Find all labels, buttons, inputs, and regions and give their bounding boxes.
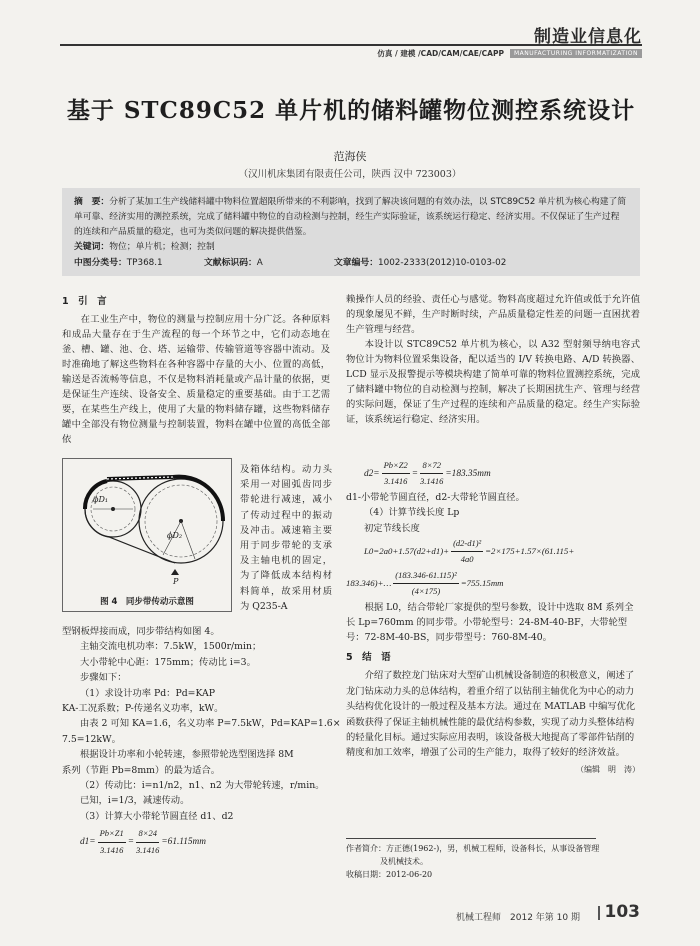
doc-value: A (256, 258, 263, 268)
left-line-8: 7.5=12kW。 (62, 733, 121, 745)
abstract-text: 分析了某加工生产线储料罐中物料位置超限所带来的不利影响，找到了解决该问题的有效办法，以 STC89C52 单片机为核心构建了简单可靠、经济实用的测控系统，完成了储料罐中物位的自动检测与控制，经生产实际验证，该系统运行稳定、经济实用。不仅保证了生产过程的连续和产品质量的稳定，也可为类似问题的解决提供借鉴。 (74, 197, 627, 237)
section-5-title: 5 结 语 (346, 651, 391, 663)
formula-d1-result: =61.115mm (161, 837, 206, 848)
frac-l0-den: 4a0 (460, 554, 474, 565)
left-line-12: 已知，i=1/3，减速传动。 (80, 795, 190, 807)
left-line-5: （1）求设计功率 Pd：Pd=KAP (80, 687, 215, 699)
abstract-box (62, 188, 640, 276)
left-line-13: （3）计算大小带轮节圆直径 d1、d2 (80, 810, 234, 822)
page-number: 103 (604, 902, 640, 922)
belt-drive-diagram (63, 459, 231, 594)
article-title: 基于 STC89C52 单片机的储料罐物位测控系统设计 (66, 97, 636, 124)
journal-name: 机械工程师 2012 年第 10 期 (456, 913, 580, 923)
article-affiliation: （汉川机床集团有限责任公司，陕西 汉中 723003） (238, 169, 462, 180)
formula-d1-eq: = (127, 837, 135, 848)
abstract (74, 195, 628, 240)
frac-d2-2 (420, 458, 443, 490)
frac-d1-1-den: 3.1416 (99, 844, 124, 855)
left-line-9: 根据设计功率和小轮转速，参照带轮选型图选择 8M (80, 749, 294, 761)
formula-l0-cont-b: =755.15mm (460, 577, 504, 588)
right-line-1: d1-小带轮节圆直径，d2-大带轮节圆直径。 (346, 491, 525, 503)
section-intro (62, 292, 330, 447)
frac-d1-2-den: 3.1416 (136, 844, 160, 855)
label-d2: ϕD₂ (167, 531, 183, 540)
formula-l0 (346, 536, 640, 568)
right-line-2: （4）计算节线长度 Lp (364, 507, 460, 519)
right-line-6: 根据 L0，结合带轮厂家提供的型号参数，设计中选取 8M 系列全长 Lp=760mm 的同步带。小带轮型号：24-8M-40-BF，大带轮型号：72-8M-40-BS，同步带型号：760-8M-40。 (346, 601, 634, 644)
formula-l0-b: =2×175+1.57×(61.115+ (485, 545, 575, 556)
frac-l0-num: (d2-d1)² (451, 536, 483, 552)
label-p: P (173, 577, 179, 586)
label-d1: ϕD₁ (93, 495, 109, 504)
formula-d2-eq: = (411, 469, 419, 480)
left-line-6: KA-工况系数；P-传递名义功率，kW。 (62, 703, 224, 715)
left-line-10: 系列（节距 Pb=8mm）的最为适合。 (62, 764, 221, 776)
right-lower-text (346, 458, 640, 777)
frac-d2-1-num: Pb×Z2 (382, 458, 410, 474)
frac-d2-1-den: 3.1416 (383, 476, 408, 487)
right-intro-p2: 本设计以 STC89C52 单片机为核心，以 A32 型射频导纳电容式物位计为物料位置采集设备，配以适当的 I/V 转换电路、A/D 转换器、LCD 显示及报警提示等模块构建了简单可靠的物料位置测控系统，完成了储料罐中物位的自动检测与控制，解决了长期困扰生产、管理与经营的实际问题，保证了生产过程的连续和产品质量的稳定。经生产实际验证，该系统运行稳定、经济实用。 (346, 339, 640, 425)
footer-separator (598, 906, 600, 920)
right-line-3: 初定节线长度 (364, 522, 420, 534)
section-1-paragraph: 在工业生产中，物位的测量与控制应用十分广泛。各种原料和成品大量存在于生产流程的每一个环节之中，它们动态地在釜、槽、罐、池、仓、塔、运输带、传输管道等容器中流动。及时准确地了解这些物料在各种容器中存量的大小、位置的高低，输送是否流畅等信息，不仅是物料消耗量或产品计量的依据，更是保证生产连续、设备安全、质量稳定的重要基础。由于工艺需要，在某些生产线上，使用了大量的物料储存罐，这些物料储存罐中全部没有物位测量与控制装置，物料在罐中位置的高低全部依 (62, 314, 330, 445)
article-no-value: 1002-2333(2012)10-0103-02 (378, 258, 507, 268)
section-5-paragraph: 介绍了数控龙门钻床对大型矿山机械设备制造的积极意义，阐述了龙门钻床动力头的总体结构，着重介绍了以钻削主轴优化为中心的动力头结构优化设计的一般过程及基本方法。通过在 MATLAB 中编写优化函数获得了保证主轴机械性能的最优结构参数，实现了动力头整体结构的轻量化目标。通过实际应用表明，该设备极大地提高了零部件钻削的精度和加工效率，增强了公司的生产能力，取得了较好的经济效益。 (346, 670, 636, 759)
keywords-label: 关键词： (74, 242, 110, 252)
section-1-title: 1 引 言 (62, 296, 107, 307)
left-line-7: 由表 2 可知 KA=1.6，名义功率 P=7.5kW，Pd=KAP=1.6× (80, 718, 341, 730)
formula-l0-a: L0=2a0+1.57(d2+d1)+ (364, 545, 450, 556)
keywords-text: 物位；单片机；检测；控制 (109, 242, 215, 252)
keywords (74, 240, 628, 255)
figure-wrap-text: 及箱体结构。动力头采用一对圆弧齿同步带轮进行减速，减小了传动过程中的振动及冲击。减速箱主要用于同步带轮的支承及主轴电机的固定，为了降低成本结构材料简单，故采用材质为 Q235-A (240, 464, 332, 612)
clc-label: 中图分类号： (74, 258, 127, 268)
frac-d2-2-num: 8×72 (420, 458, 443, 474)
formula-d2-left: d2= (364, 469, 380, 480)
formula-d1 (62, 826, 330, 858)
article-author: 范海侠 (333, 150, 367, 163)
header-brand: 制造业信息化 (534, 27, 642, 47)
formula-l0-cont-a: 183.346)+… (346, 577, 392, 588)
author-note (346, 842, 640, 881)
frac-d1-2-num: 8×24 (136, 826, 159, 842)
frac-d1-1-num: Pb×Z1 (98, 826, 126, 842)
left-line-4: 步骤如下： (80, 672, 127, 684)
doc-label: 文献标识码： (204, 258, 257, 268)
figure-4 (62, 458, 232, 612)
frac-l0-cont-den: (4×175) (411, 586, 441, 597)
right-intro-p1: 赖操作人员的经验、责任心与感觉。物料高度超过允许值或低于允许值的现象屡见不鲜，生产时断时续，产品质量稳定性差的问题一直困扰着生产管理与经营。 (346, 294, 640, 335)
header-en: MANUFACTURING INFORMATIZATION (510, 49, 642, 58)
formula-d1-left: d1= (80, 837, 96, 848)
left-line-2: 主轴交流电机功率：7.5kW，1500r/min； (80, 641, 262, 653)
formula-d2-result: =183.35mm (445, 469, 491, 480)
frac-d1-1 (98, 826, 126, 858)
formula-d2 (346, 458, 640, 490)
author-note-1: 作者简介：方正德(1962-)，男，机械工程师，设备科长，从事设备管理 (346, 844, 600, 853)
left-line-3: 大小带轮中心距：175mm；传动比 i=3。 (80, 656, 256, 668)
editor-note: （编辑 明 涛） (576, 764, 640, 774)
frac-d1-2 (136, 826, 159, 858)
frac-l0 (451, 536, 483, 568)
author-note-2: 及机械技术。 (380, 857, 428, 866)
footer-divider (346, 838, 596, 839)
abstract-label: 摘 要： (74, 197, 110, 207)
frac-d2-2-den: 3.1416 (420, 476, 444, 487)
formula-l0-cont (346, 568, 640, 600)
clc-value: TP368.1 (126, 258, 163, 268)
right-intro (346, 292, 640, 427)
left-lower-text (62, 624, 341, 858)
header-tags: 仿真 / 建模 /CAD/CAM/CAE/CAPP (377, 49, 504, 58)
figure-caption: 图 4 同步带传动示意图 (100, 597, 194, 607)
left-line-11: （2）传动比：i=n1/n2，n1、n2 为大带轮转速，r/min。 (80, 780, 325, 792)
left-line-1: 型钢板焊接而成，同步带结构如图 4。 (62, 626, 220, 637)
article-no-label: 文章编号： (334, 258, 378, 268)
frac-l0-cont-num: (183.346-61.115)² (393, 568, 458, 584)
frac-l0-cont (393, 568, 458, 600)
header-bar (60, 44, 642, 58)
received-date: 收稿日期：2012-06-20 (346, 870, 433, 879)
frac-d2-1 (382, 458, 410, 490)
meta-row (74, 256, 628, 271)
